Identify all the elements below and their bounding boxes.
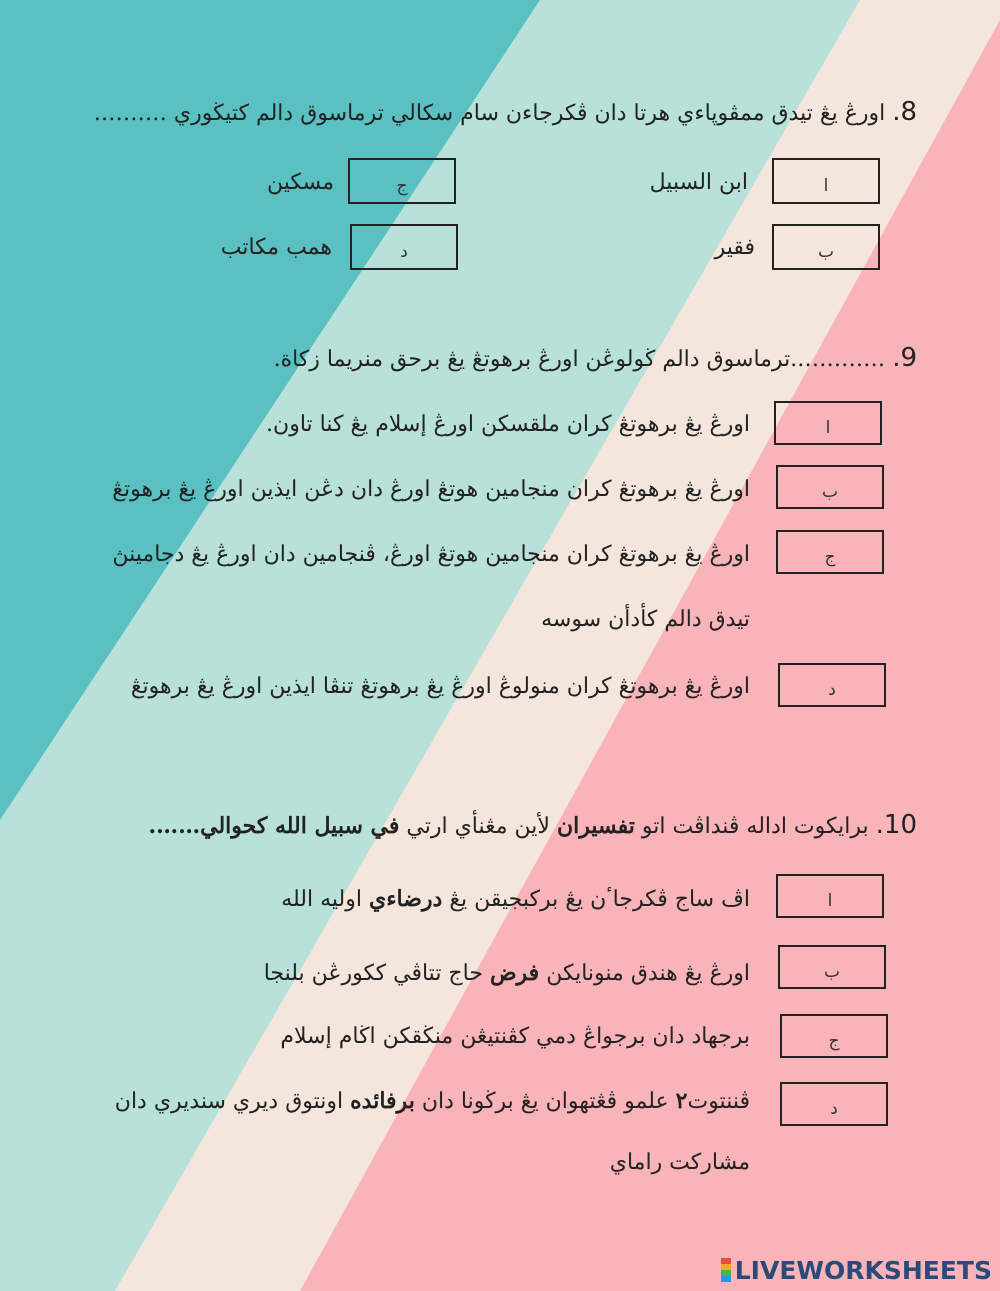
- logo-text: LIVEWORKSHEETS: [734, 1255, 992, 1285]
- answer-box-9a[interactable]: [774, 401, 882, 445]
- option-9d-text: اورڠ يڠ برهوتڠ كران منولوڠ اورڠ يڠ برهوتڠ تنڤا ايذين اورڠ يڠ برهوتڠ: [130, 674, 750, 699]
- option-letter: د: [400, 242, 408, 262]
- option-letter: ج: [828, 1031, 840, 1051]
- option-letter: ب: [821, 482, 838, 502]
- option-text-bold: فرض: [489, 960, 540, 986]
- option-text-bold: درضاءي: [368, 886, 443, 912]
- option-letter: ا: [827, 891, 833, 911]
- answer-box-10b[interactable]: [778, 945, 886, 989]
- option-9a-text: اورڠ يڠ برهوتڠ كران ملقسكن اورڠ إسلام يڠ كنا تاون.: [266, 412, 750, 437]
- question-9: [274, 343, 917, 375]
- option-10d-text-line2: مشاركت راماي: [609, 1150, 750, 1175]
- option-letter: د: [828, 680, 836, 700]
- answer-box-9c[interactable]: [776, 530, 884, 574]
- option-9c-text-line2: تيدق دالم كأدأن سوسه: [541, 607, 750, 632]
- option-text-post: اونتوق ديري سنديري دان: [114, 1089, 351, 1114]
- answer-box-8c[interactable]: [348, 158, 456, 204]
- option-text-pre: اورڠ يڠ هندق منونايكن: [539, 961, 750, 986]
- answer-box-10a[interactable]: [776, 874, 884, 918]
- answer-box-10c[interactable]: [780, 1014, 888, 1058]
- option-letter: ج: [396, 176, 408, 196]
- option-text-post: حاج تتاڤي ككورڠن بلنجا: [263, 961, 490, 986]
- option-9c-text: اورڠ يڠ برهوتڠ كران منجامين هوتڠ اورڠ، ڤنجامين دان اورڠ يڠ دجامينڽ: [112, 542, 750, 567]
- option-10d-text: [115, 1086, 750, 1117]
- answer-box-10d[interactable]: [780, 1082, 888, 1126]
- question-text-c: لأين مڠنأي ارتي: [399, 814, 557, 839]
- option-letter: ب: [817, 242, 834, 262]
- question-10: [148, 810, 917, 842]
- question-number: 9.: [892, 343, 917, 373]
- answer-box-9d[interactable]: [778, 663, 886, 707]
- option-letter: ب: [823, 962, 840, 982]
- option-text-pre: ڤننتوت: [687, 1089, 750, 1114]
- option-8b-text: فقير: [714, 235, 755, 260]
- option-text-bold: ٢: [675, 1088, 688, 1114]
- question-text-a: برايكوت اداله ڤنداڤت اتو: [634, 814, 869, 839]
- option-8d-text: همب مكاتب: [220, 235, 332, 260]
- question-text-d: في سبيل الله كحوالي…….: [148, 813, 400, 839]
- question-number: 8.: [892, 97, 917, 127]
- option-8c-text: مسكين: [267, 170, 334, 195]
- logo-mark-icon: [721, 1258, 731, 1282]
- option-letter: د: [830, 1099, 838, 1119]
- option-10a-text: [281, 884, 750, 915]
- answer-box-8a[interactable]: [772, 158, 880, 204]
- answer-box-9b[interactable]: [776, 465, 884, 509]
- option-letter: ا: [825, 418, 831, 438]
- option-9b-text: اورڠ يڠ برهوتڠ كران منجامين هوتڠ اورڠ دان دڠن ايذين اورڠ يڠ برهوتڠ: [112, 477, 750, 502]
- option-8a-text: ابن السبيل: [649, 170, 748, 195]
- option-text-bold2: برفائده: [350, 1088, 415, 1114]
- question-text: اورڠ يڠ تيدق ممڤوڽاءي هرتا دان ڤكرجاءن سام سكالي ترماسوق دالم كتيڬوري ……….: [93, 101, 886, 126]
- question-text: ………….ترماسوق دالم ڬولوڠن اورڠ برهوتڠ يڠ برحق منريما زكاة.: [273, 347, 886, 372]
- question-text-b: تفسيران: [556, 813, 635, 839]
- liveworksheets-logo: [721, 1255, 992, 1285]
- option-text-mid: علمو ڤڠتهوان يڠ برڬونا دان: [414, 1089, 676, 1114]
- option-letter: ا: [823, 176, 829, 196]
- option-10c-text: برجهاد دان برجواڠ دمي كڤنتيڠن منڬقكن اڬام إسلام: [280, 1024, 750, 1049]
- answer-box-8b[interactable]: [772, 224, 880, 270]
- option-text-pre: اڤ ساج ڤكرجاٴن يڠ بركبجيقن يڠ: [442, 887, 750, 912]
- question-number: 10.: [875, 810, 917, 840]
- option-10b-text: [264, 958, 750, 989]
- answer-box-8d[interactable]: [350, 224, 458, 270]
- question-8: [94, 97, 917, 129]
- option-text-post: اوليه الله: [281, 887, 369, 912]
- option-letter: ج: [824, 547, 836, 567]
